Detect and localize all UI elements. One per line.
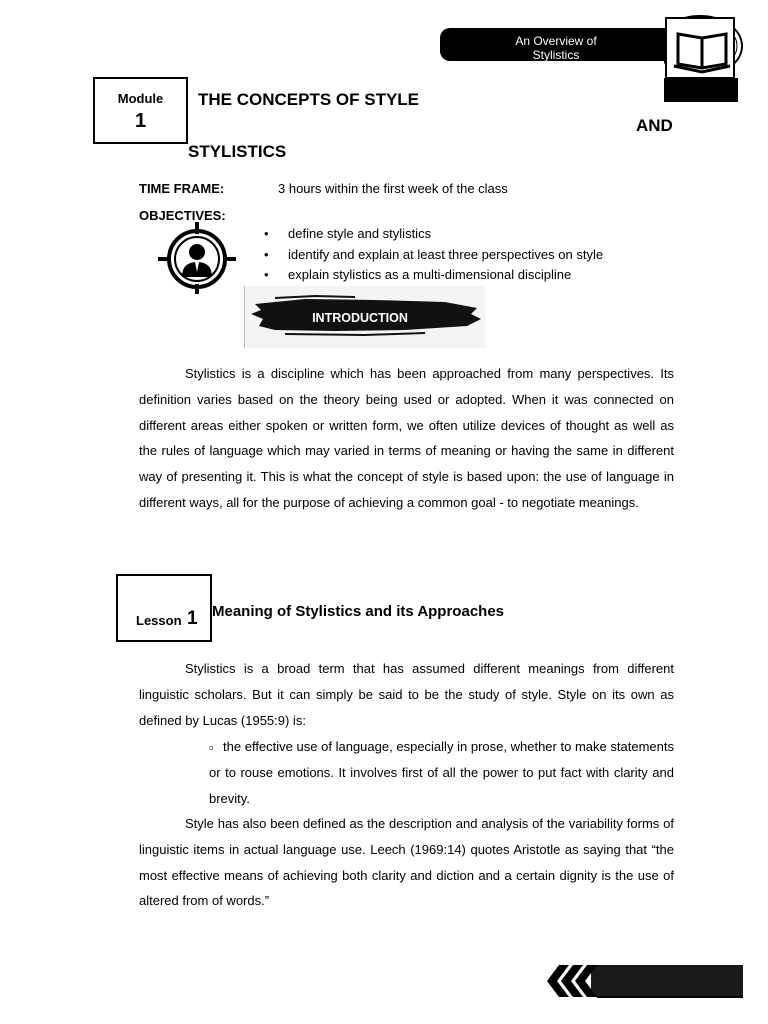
module-badge bbox=[93, 77, 188, 144]
lesson-label: Lesson bbox=[136, 613, 182, 628]
time-frame-value: 3 hours within the first week of the class bbox=[278, 181, 508, 196]
objectives-label: OBJECTIVES: bbox=[139, 208, 226, 223]
module-number: 1 bbox=[134, 110, 147, 132]
quote-marker: ▫ bbox=[209, 740, 214, 755]
introduction-title: INTRODUCTION bbox=[312, 311, 408, 325]
module-label: Module bbox=[117, 91, 164, 106]
header-tag-line2: Stylistics bbox=[532, 48, 580, 62]
lesson-number: 1 bbox=[187, 608, 198, 629]
objective-item: • identify and explain at least three perspectives on style bbox=[262, 247, 603, 268]
lesson-paragraph-1: Stylistics is a broad term that has assumed different meanings from different linguistic scholars. But it can simply be said to be the study of style. Style on its own as defined by Lucas (1955:9) is: bbox=[139, 661, 674, 728]
objective-item: • define style and stylistics bbox=[262, 226, 603, 247]
footer-chevron-bar bbox=[547, 963, 743, 999]
objectives-list bbox=[262, 226, 603, 288]
header-tag bbox=[440, 28, 672, 61]
lesson-title: Meaning of Stylistics and its Approaches bbox=[212, 603, 505, 620]
introduction-paragraph: Stylistics is a discipline which has been approached from many perspectives. Its definition varies based on the theory being used or adopted. When it was connected on different areas either spoken or written form, we often utilize devices of thought as well as the rules of language which may varied in terms of meaning or having the same in different way of presenting it. This is what the concept of style is based upon: the use of language in different ways, all for the purpose of achieving a common goal - to negotiate meanings. bbox=[139, 366, 674, 510]
time-frame-label: TIME FRAME: bbox=[139, 181, 225, 196]
header-tag-line1: An Overview of bbox=[515, 34, 597, 48]
lucas-quote-text: the effective use of language, especially in prose, whether to make statements or to rouse emotions. It involves first of all the power to put fact with clarity and brevity. bbox=[209, 739, 674, 806]
lucas-quote bbox=[209, 734, 674, 811]
book-logo-icon bbox=[664, 10, 744, 102]
lesson-paragraph-2: Style has also been defined as the description and analysis of the variability forms of linguistic items in actual language use. Leech (1969:14) quotes Aristotle as saying that “the most effective means of achieving both clarity and diction and a certain dignity is the use of altered from of words.” bbox=[139, 816, 674, 909]
module-title-part2: AND bbox=[636, 116, 673, 135]
target-person-icon bbox=[158, 222, 236, 294]
objective-item: • explain stylistics as a multi-dimensional discipline bbox=[262, 267, 603, 288]
module-title-part1: THE CONCEPTS OF STYLE bbox=[198, 90, 420, 109]
module-title-part3: STYLISTICS bbox=[188, 142, 287, 161]
